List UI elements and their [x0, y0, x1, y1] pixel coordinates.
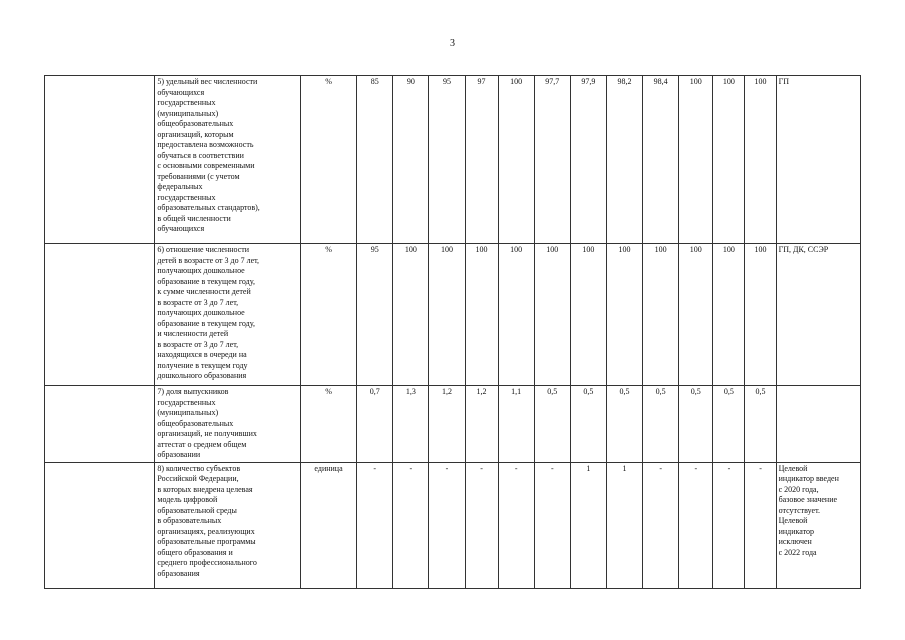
- value-cell: 1,2: [429, 386, 465, 463]
- value-cell: -: [498, 462, 534, 588]
- value-cell: -: [465, 462, 498, 588]
- note-cell: [776, 386, 860, 463]
- value-cell: 97,9: [570, 76, 606, 244]
- note-cell: ГП: [776, 76, 860, 244]
- value-cell: 100: [498, 244, 534, 386]
- value-cell: 97,7: [534, 76, 570, 244]
- value-cell: 98,2: [606, 76, 642, 244]
- empty-cell: [45, 386, 155, 463]
- value-cell: 98,4: [643, 76, 679, 244]
- value-cell: 90: [393, 76, 429, 244]
- value-cell: -: [393, 462, 429, 588]
- value-cell: 100: [745, 244, 776, 386]
- indicator-name-cell: 5) удельный вес численности обучающихся государственных (муниципальных) общеобразовательных организаций, которым предоставлена возможность обучаться в соответствии с основными современными требованиями (с учетом федеральных государственных образовательных стандартов), в общей численности обучающихся: [155, 76, 301, 244]
- value-cell: 100: [679, 76, 713, 244]
- note-cell: ГП, ДК, ССЭР: [776, 244, 860, 386]
- indicator-name-cell: 7) доля выпускников государственных (муниципальных) общеобразовательных организаций, не получивших аттестат о среднем общем образовании: [155, 386, 301, 463]
- empty-cell: [45, 76, 155, 244]
- value-cell: 0,5: [643, 386, 679, 463]
- unit-cell: %: [300, 386, 356, 463]
- indicator-name-cell: 6) отношение численности детей в возрасте от 3 до 7 лет, получающих дошкольное образование в текущем году, к сумме численности детей в возрасте от 3 до 7 лет, получающих дошкольное образование в текущем году, и численности детей в возрасте от 3 до 7 лет, находящихся в очереди на получение в текущем году дошкольного образования: [155, 244, 301, 386]
- value-cell: 1,2: [465, 386, 498, 463]
- value-cell: 85: [357, 76, 393, 244]
- value-cell: 100: [643, 244, 679, 386]
- value-cell: -: [643, 462, 679, 588]
- value-cell: -: [713, 462, 745, 588]
- table-row: [45, 462, 861, 588]
- value-cell: 100: [713, 244, 745, 386]
- value-cell: 0,5: [606, 386, 642, 463]
- empty-cell: [45, 244, 155, 386]
- table-row: [45, 244, 861, 386]
- value-cell: 97: [465, 76, 498, 244]
- value-cell: 100: [393, 244, 429, 386]
- table-row: [45, 76, 861, 244]
- value-cell: 0,5: [713, 386, 745, 463]
- value-cell: 100: [465, 244, 498, 386]
- value-cell: 1: [606, 462, 642, 588]
- value-cell: 1,3: [393, 386, 429, 463]
- indicators-table: [44, 75, 861, 589]
- value-cell: 100: [606, 244, 642, 386]
- value-cell: 0,5: [745, 386, 776, 463]
- table-row: [45, 386, 861, 463]
- value-cell: -: [429, 462, 465, 588]
- value-cell: 100: [745, 76, 776, 244]
- value-cell: 0,7: [357, 386, 393, 463]
- indicator-name-cell: 8) количество субъектов Российской Федерации, в которых внедрена целевая модель цифровой образовательной среды в образовательных организациях, реализующих образовательные программы общего образования и среднего профессионального образования: [155, 462, 301, 588]
- value-cell: -: [679, 462, 713, 588]
- value-cell: -: [357, 462, 393, 588]
- unit-cell: %: [300, 76, 356, 244]
- value-cell: -: [745, 462, 776, 588]
- note-cell: Целевой индикатор введен с 2020 года, базовое значение отсутствует. Целевой индикатор исключен с 2022 года: [776, 462, 860, 588]
- value-cell: 100: [429, 244, 465, 386]
- value-cell: 1,1: [498, 386, 534, 463]
- value-cell: 100: [570, 244, 606, 386]
- value-cell: 100: [679, 244, 713, 386]
- value-cell: -: [534, 462, 570, 588]
- page-number: 3: [450, 38, 455, 49]
- empty-cell: [45, 462, 155, 588]
- unit-cell: %: [300, 244, 356, 386]
- value-cell: 0,5: [534, 386, 570, 463]
- value-cell: 0,5: [570, 386, 606, 463]
- value-cell: 100: [713, 76, 745, 244]
- value-cell: 100: [534, 244, 570, 386]
- value-cell: 100: [498, 76, 534, 244]
- value-cell: 95: [429, 76, 465, 244]
- value-cell: 0,5: [679, 386, 713, 463]
- value-cell: 95: [357, 244, 393, 386]
- value-cell: 1: [570, 462, 606, 588]
- unit-cell: единица: [300, 462, 356, 588]
